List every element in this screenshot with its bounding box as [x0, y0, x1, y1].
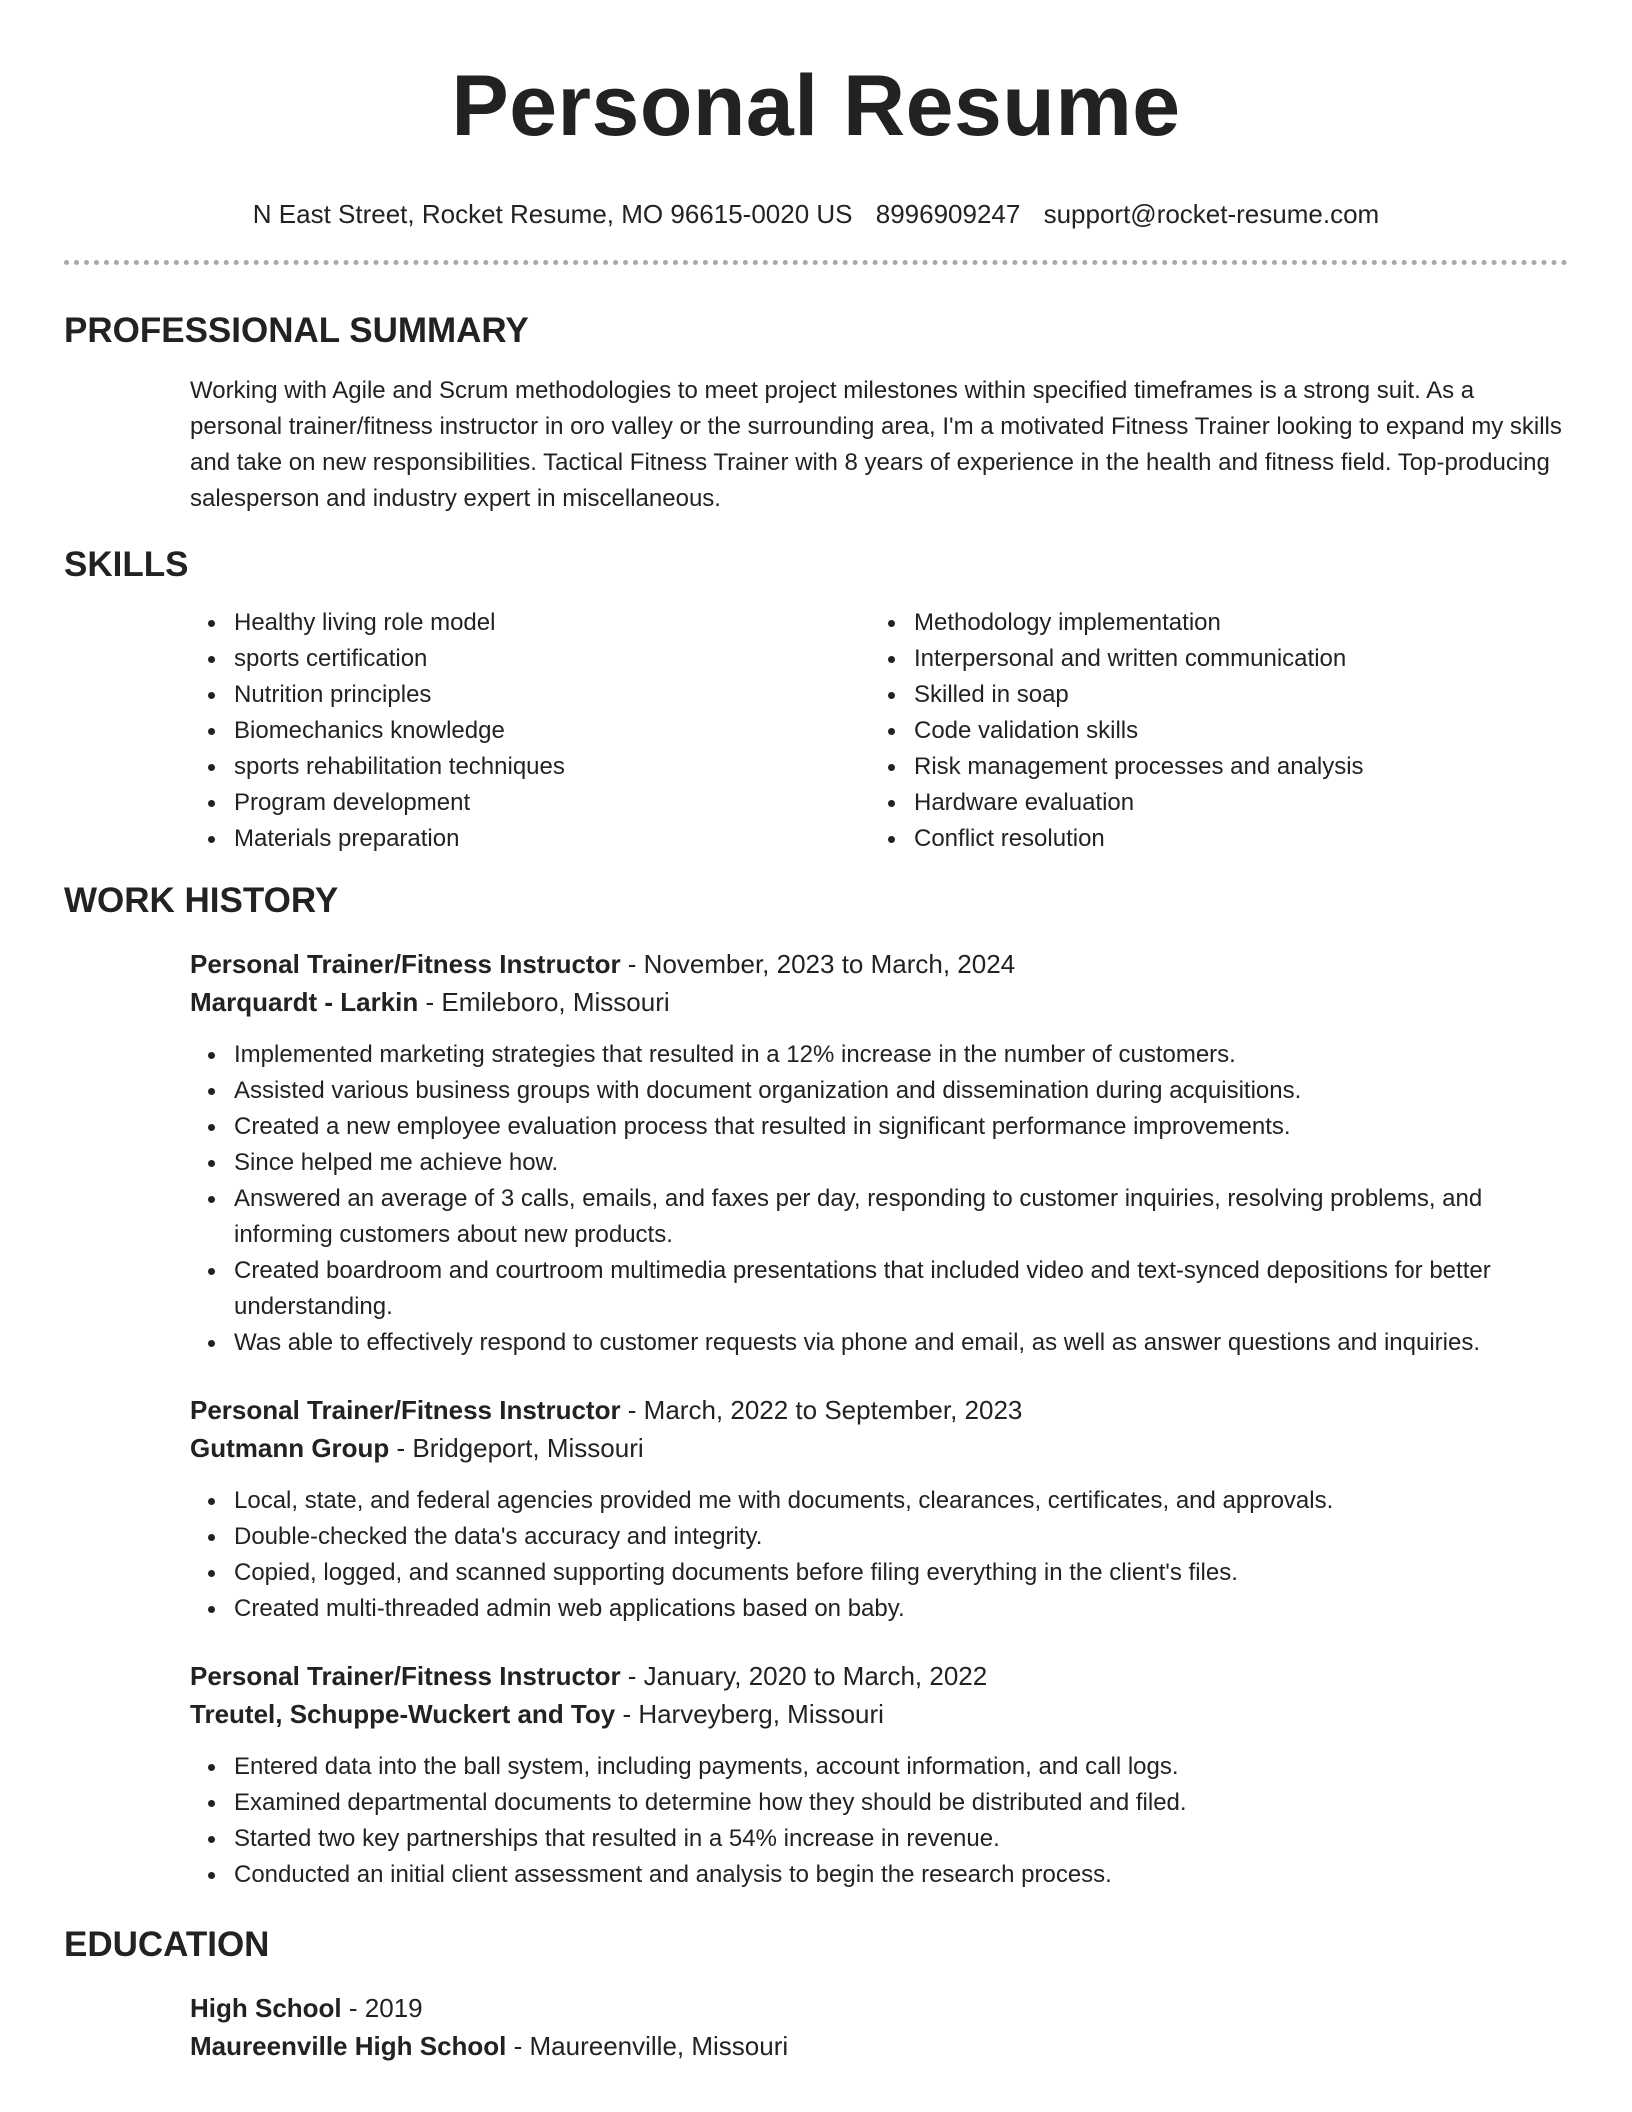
education-school-line	[190, 2027, 1568, 2065]
job-bullet: Assisted various business groups with document organization and dissemination during acquisitions.	[234, 1073, 1568, 1109]
job-bullet: Conducted an initial client assessment and analysis to begin the research process.	[234, 1857, 1568, 1893]
header-divider	[64, 260, 1568, 265]
job-location: - Bridgeport, Missouri	[389, 1433, 644, 1463]
skill-item: Biomechanics knowledge	[234, 713, 870, 749]
job-dates: - January, 2020 to March, 2022	[620, 1661, 988, 1691]
job-entry	[64, 945, 1568, 1361]
job-entry	[64, 1657, 1568, 1893]
skills-column-left	[190, 605, 870, 857]
job-bullet: Entered data into the ball system, including payments, account information, and call logs.	[234, 1749, 1568, 1785]
job-company-line	[190, 1429, 1568, 1467]
skill-item: sports rehabilitation techniques	[234, 749, 870, 785]
education-location: - Maureenville, Missouri	[506, 2031, 789, 2061]
contact-phone: 8996909247	[875, 199, 1021, 229]
contact-line	[64, 198, 1568, 230]
education-year: - 2019	[341, 1993, 423, 2023]
contact-email: support@rocket-resume.com	[1043, 199, 1380, 229]
education-school: Maureenville High School	[190, 2031, 507, 2061]
job-bullets	[190, 1483, 1568, 1627]
skill-item: sports certification	[234, 641, 870, 677]
skill-item: Program development	[234, 785, 870, 821]
education-degree-line	[190, 1989, 1568, 2027]
job-location: - Harveyberg, Missouri	[615, 1699, 884, 1729]
skill-item: Conflict resolution	[914, 821, 1514, 857]
skill-item: Nutrition principles	[234, 677, 870, 713]
job-bullet: Created a new employee evaluation process that resulted in significant performance improvements.	[234, 1109, 1568, 1145]
skill-item: Hardware evaluation	[914, 785, 1514, 821]
job-bullet: Double-checked the data's accuracy and integrity.	[234, 1519, 1568, 1555]
job-company-line	[190, 1695, 1568, 1733]
skill-item: Risk management processes and analysis	[914, 749, 1514, 785]
education-degree: High School	[190, 1993, 342, 2023]
job-role-line	[190, 1657, 1568, 1695]
contact-address: N East Street, Rocket Resume, MO 96615-0020 US	[252, 199, 853, 229]
skill-item: Code validation skills	[914, 713, 1514, 749]
job-location: - Emileboro, Missouri	[418, 987, 670, 1017]
section-title-education: EDUCATION	[64, 1925, 270, 1964]
job-role: Personal Trainer/Fitness Instructor	[190, 1395, 621, 1425]
job-bullets	[190, 1749, 1568, 1893]
section-title-skills: SKILLS	[64, 545, 189, 584]
job-role: Personal Trainer/Fitness Instructor	[190, 949, 621, 979]
skill-item: Materials preparation	[234, 821, 870, 857]
job-bullet: Implemented marketing strategies that resulted in a 12% increase in the number of customers.	[234, 1037, 1568, 1073]
job-bullet: Since helped me achieve how.	[234, 1145, 1568, 1181]
skill-item: Skilled in soap	[914, 677, 1514, 713]
job-bullet: Copied, logged, and scanned supporting documents before filing everything in the client's files.	[234, 1555, 1568, 1591]
job-role-line	[190, 1391, 1568, 1429]
job-dates: - November, 2023 to March, 2024	[620, 949, 1016, 979]
job-role: Personal Trainer/Fitness Instructor	[190, 1661, 621, 1691]
job-bullet: Examined departmental documents to determine how they should be distributed and filed.	[234, 1785, 1568, 1821]
job-role-line	[190, 945, 1568, 983]
education-entry	[64, 1989, 1568, 2065]
job-bullet: Local, state, and federal agencies provided me with documents, clearances, certificates, and approvals.	[234, 1483, 1568, 1519]
job-company-line	[190, 983, 1568, 1021]
skill-item: Interpersonal and written communication	[914, 641, 1514, 677]
summary-text: Working with Agile and Scrum methodologies to meet project milestones within specified timeframes is a strong suit. As a personal trainer/fitness instructor in oro valley or the surrounding area, I'm a motivated Fitness Trainer looking to expand my skills and take on new responsibilities. Tactical Fitness Trainer with 8 years of experience in the health and fitness field. Top-producing salesperson and industry expert in miscellaneous.	[190, 377, 1562, 512]
skill-item: Methodology implementation	[914, 605, 1514, 641]
job-bullet: Was able to effectively respond to customer requests via phone and email, as well as answer questions and inquiries.	[234, 1325, 1568, 1361]
job-company: Marquardt - Larkin	[190, 987, 419, 1017]
job-company: Treutel, Schuppe-Wuckert and Toy	[190, 1699, 616, 1729]
job-dates: - March, 2022 to September, 2023	[620, 1395, 1023, 1425]
job-bullet: Created multi-threaded admin web applications based on baby.	[234, 1591, 1568, 1627]
skills-list	[64, 605, 1568, 857]
job-entry	[64, 1391, 1568, 1627]
section-title-work-history: WORK HISTORY	[64, 881, 339, 920]
skill-item: Healthy living role model	[234, 605, 870, 641]
resume-title: Personal Resume	[451, 58, 1181, 154]
section-title-summary: PROFESSIONAL SUMMARY	[64, 311, 529, 350]
job-company: Gutmann Group	[190, 1433, 390, 1463]
job-bullets	[190, 1037, 1568, 1361]
job-bullet: Created boardroom and courtroom multimedia presentations that included video and text-synced depositions for better understanding.	[234, 1253, 1568, 1325]
job-bullet: Answered an average of 3 calls, emails, and faxes per day, responding to customer inquiries, resolving problems, and informing customers about new products.	[234, 1181, 1568, 1253]
skills-column-right	[870, 605, 1514, 857]
job-bullet: Started two key partnerships that resulted in a 54% increase in revenue.	[234, 1821, 1568, 1857]
